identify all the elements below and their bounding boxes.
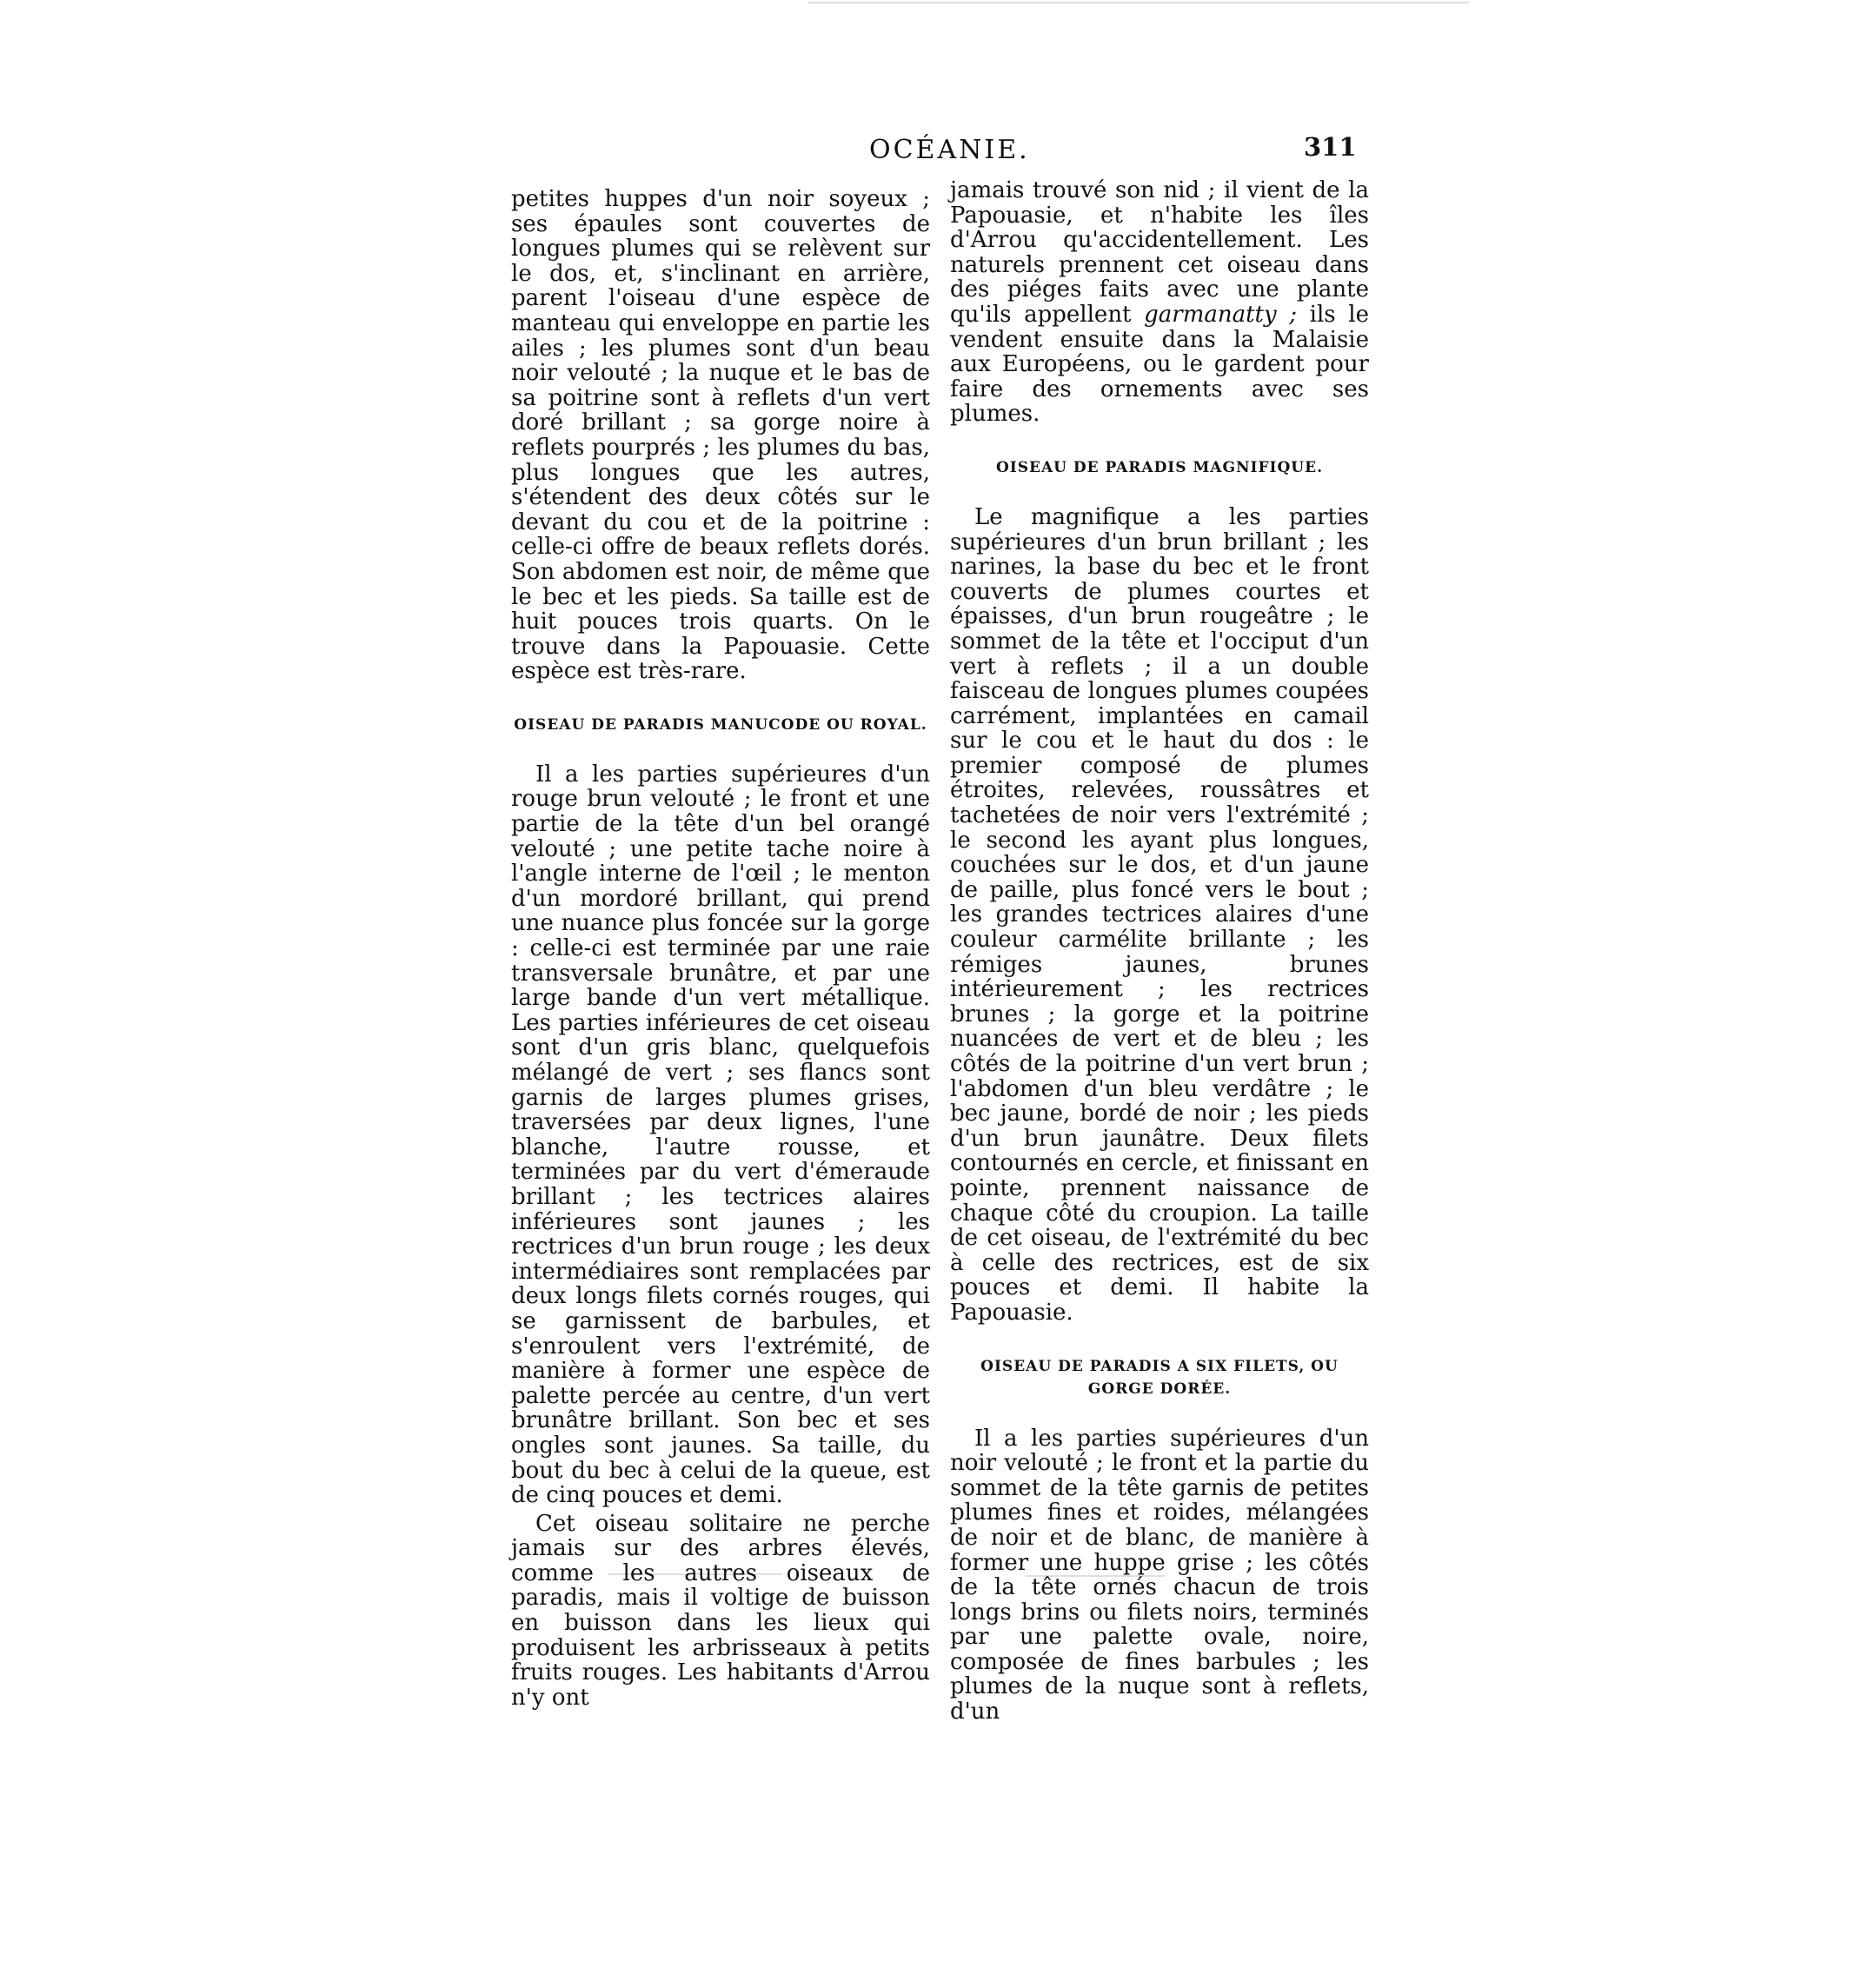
right-column xyxy=(950,178,1369,1725)
scan-artifact xyxy=(808,2,1469,3)
section-heading: OISEAU DE PARADIS MANUCODE OU ROYAL. xyxy=(514,715,927,734)
italic-term: garmanatty ; xyxy=(1144,301,1298,328)
paragraph xyxy=(950,178,1369,427)
paragraph: Le magnifique a les parties supérieures d'un brun brillant ; les narines, la base du bec et le front couverts de plumes courtes et épaisses, d'un brun rougeâtre ; le sommet de la tête et l'occiput d'un vert à reflets ; il a un double faisceau de longues plumes coupées carrément, implantées en camail sur le cou et le haut du dos : le premier composé de plumes étroites, relevées, roussâtres et tachetées de noir vers l'extrémité ; le second les ayant plus longues, couchées sur le dos, et d'un jaune de paille, plus foncé vers le bout ; les grandes tectrices alaires d'une couleur carmélite brillante ; les rémiges jaunes, brunes intérieurement ; les rectrices brunes ; la gorge et la poitrine nuancées de vert et de bleu ; les côtés de la poitrine d'un vert brun ; l'abdomen d'un bleu verdâtre ; le bec jaune, bordé de noir ; les pieds d'un brun jaunâtre. Deux filets contournés en cercle, et finissant en pointe, prennent naissance de chaque côté du croupion. La taille de cet oiseau, de l'extrémité du bec à celle des rectrices, est de six pouces et demi. Il habite la Papouasie. xyxy=(950,503,1369,1326)
paragraph: Cet oiseau solitaire ne perche jamais sur des arbres élevés, comme les autres oiseaux de paradis, mais il voltige de buisson en buisson dans les lieux qui produisent les arbrisseaux à petits fruits rouges. Les habitants d'Arrou n'y ont xyxy=(511,1510,930,1711)
paragraph: petites huppes d'un noir soyeux ; ses épaules sont couvertes de longues plumes qui se relèvent sur le dos, et, s'inclinant en arrière, parent l'oiseau d'une espèce de manteau qui enveloppe en partie les ailes ; les plumes sont d'un beau noir velouté ; la nuque et le bas de sa poitrine sont à reflets d'un vert doré brillant ; sa gorge noire à reflets pourprés ; les plumes du bas, plus longues que les autres, s'étendent des deux côtés sur le devant du cou et de la poitrine : celle-ci offre de beaux reflets dorés. Son abdomen est noir, de même que le bec et les pieds. Sa taille est de huit pouces trois quarts. On le trouve dans la Papouasie. Cette espèce est très-rare. xyxy=(511,186,930,685)
left-column xyxy=(511,187,930,1710)
section-heading: OISEAU DE PARADIS MAGNIFIQUE. xyxy=(995,458,1324,476)
page-number: 311 xyxy=(1304,132,1357,162)
paragraph: Il a les parties supérieures d'un rouge brun velouté ; le front et une partie de la tête d'un bel orangé velouté ; une petite tache noire à l'angle interne de l'œil ; le menton d'un mordoré brillant, qui prend une nuance plus foncée sur la gorge : celle-ci est terminée par une raie transversale brunâtre, et par une large bande d'un vert métallique. Les parties inférieures de cet oiseau sont d'un gris blanc, quelquefois mélangé de vert ; ses flancs sont garnis de larges plumes grises, traversées par deux lignes, l'une blanche, l'autre rousse, et terminées par du vert d'émeraude brillant ; les tectrices alaires inférieures sont jaunes ; les rectrices d'un brun rouge ; les deux intermédiaires sont remplacées par deux longs filets cornés rouges, qui se garnissent de barbules, et s'enroulent vers l'extrémité, de manière à former une espèce de palette percée au centre, d'un vert brunâtre brillant. Son bec et ses ongles sont jaunes. Sa taille, du bout du bec à celui de la queue, est de cinq pouces et demi. xyxy=(511,761,930,1509)
running-header: OCÉANIE. xyxy=(869,135,1030,165)
section-heading: OISEAU DE PARADIS A SIX FILETS, OU GORGE DORÉE. xyxy=(980,1357,1339,1398)
paragraph-text: jamais trouvé son nid ; il vient de la Papouasie, et n'habite les îles d'Arrou qu'accidentellement. Les naturels prennent cet oiseau dans des piéges faits avec une plante qu'ils appellent xyxy=(950,177,1369,328)
paragraph: Il a les parties supérieures d'un noir velouté ; le front et la partie du sommet de la tête garnis de petites plumes fines et roides, mélangées de noir et de blanc, de manière à former une huppe grise ; les côtés de la tête ornés chacun de trois longs brins ou filets noirs, terminés par une palette ovale, noire, composée de fines barbules ; les plumes de la nuque sont à reflets, d'un xyxy=(950,1425,1369,1725)
paragraph-text: ils le vendent ensuite dans la Malaisie aux Européens, ou le gardent pour faire des ornements avec ses plumes. xyxy=(950,301,1369,428)
